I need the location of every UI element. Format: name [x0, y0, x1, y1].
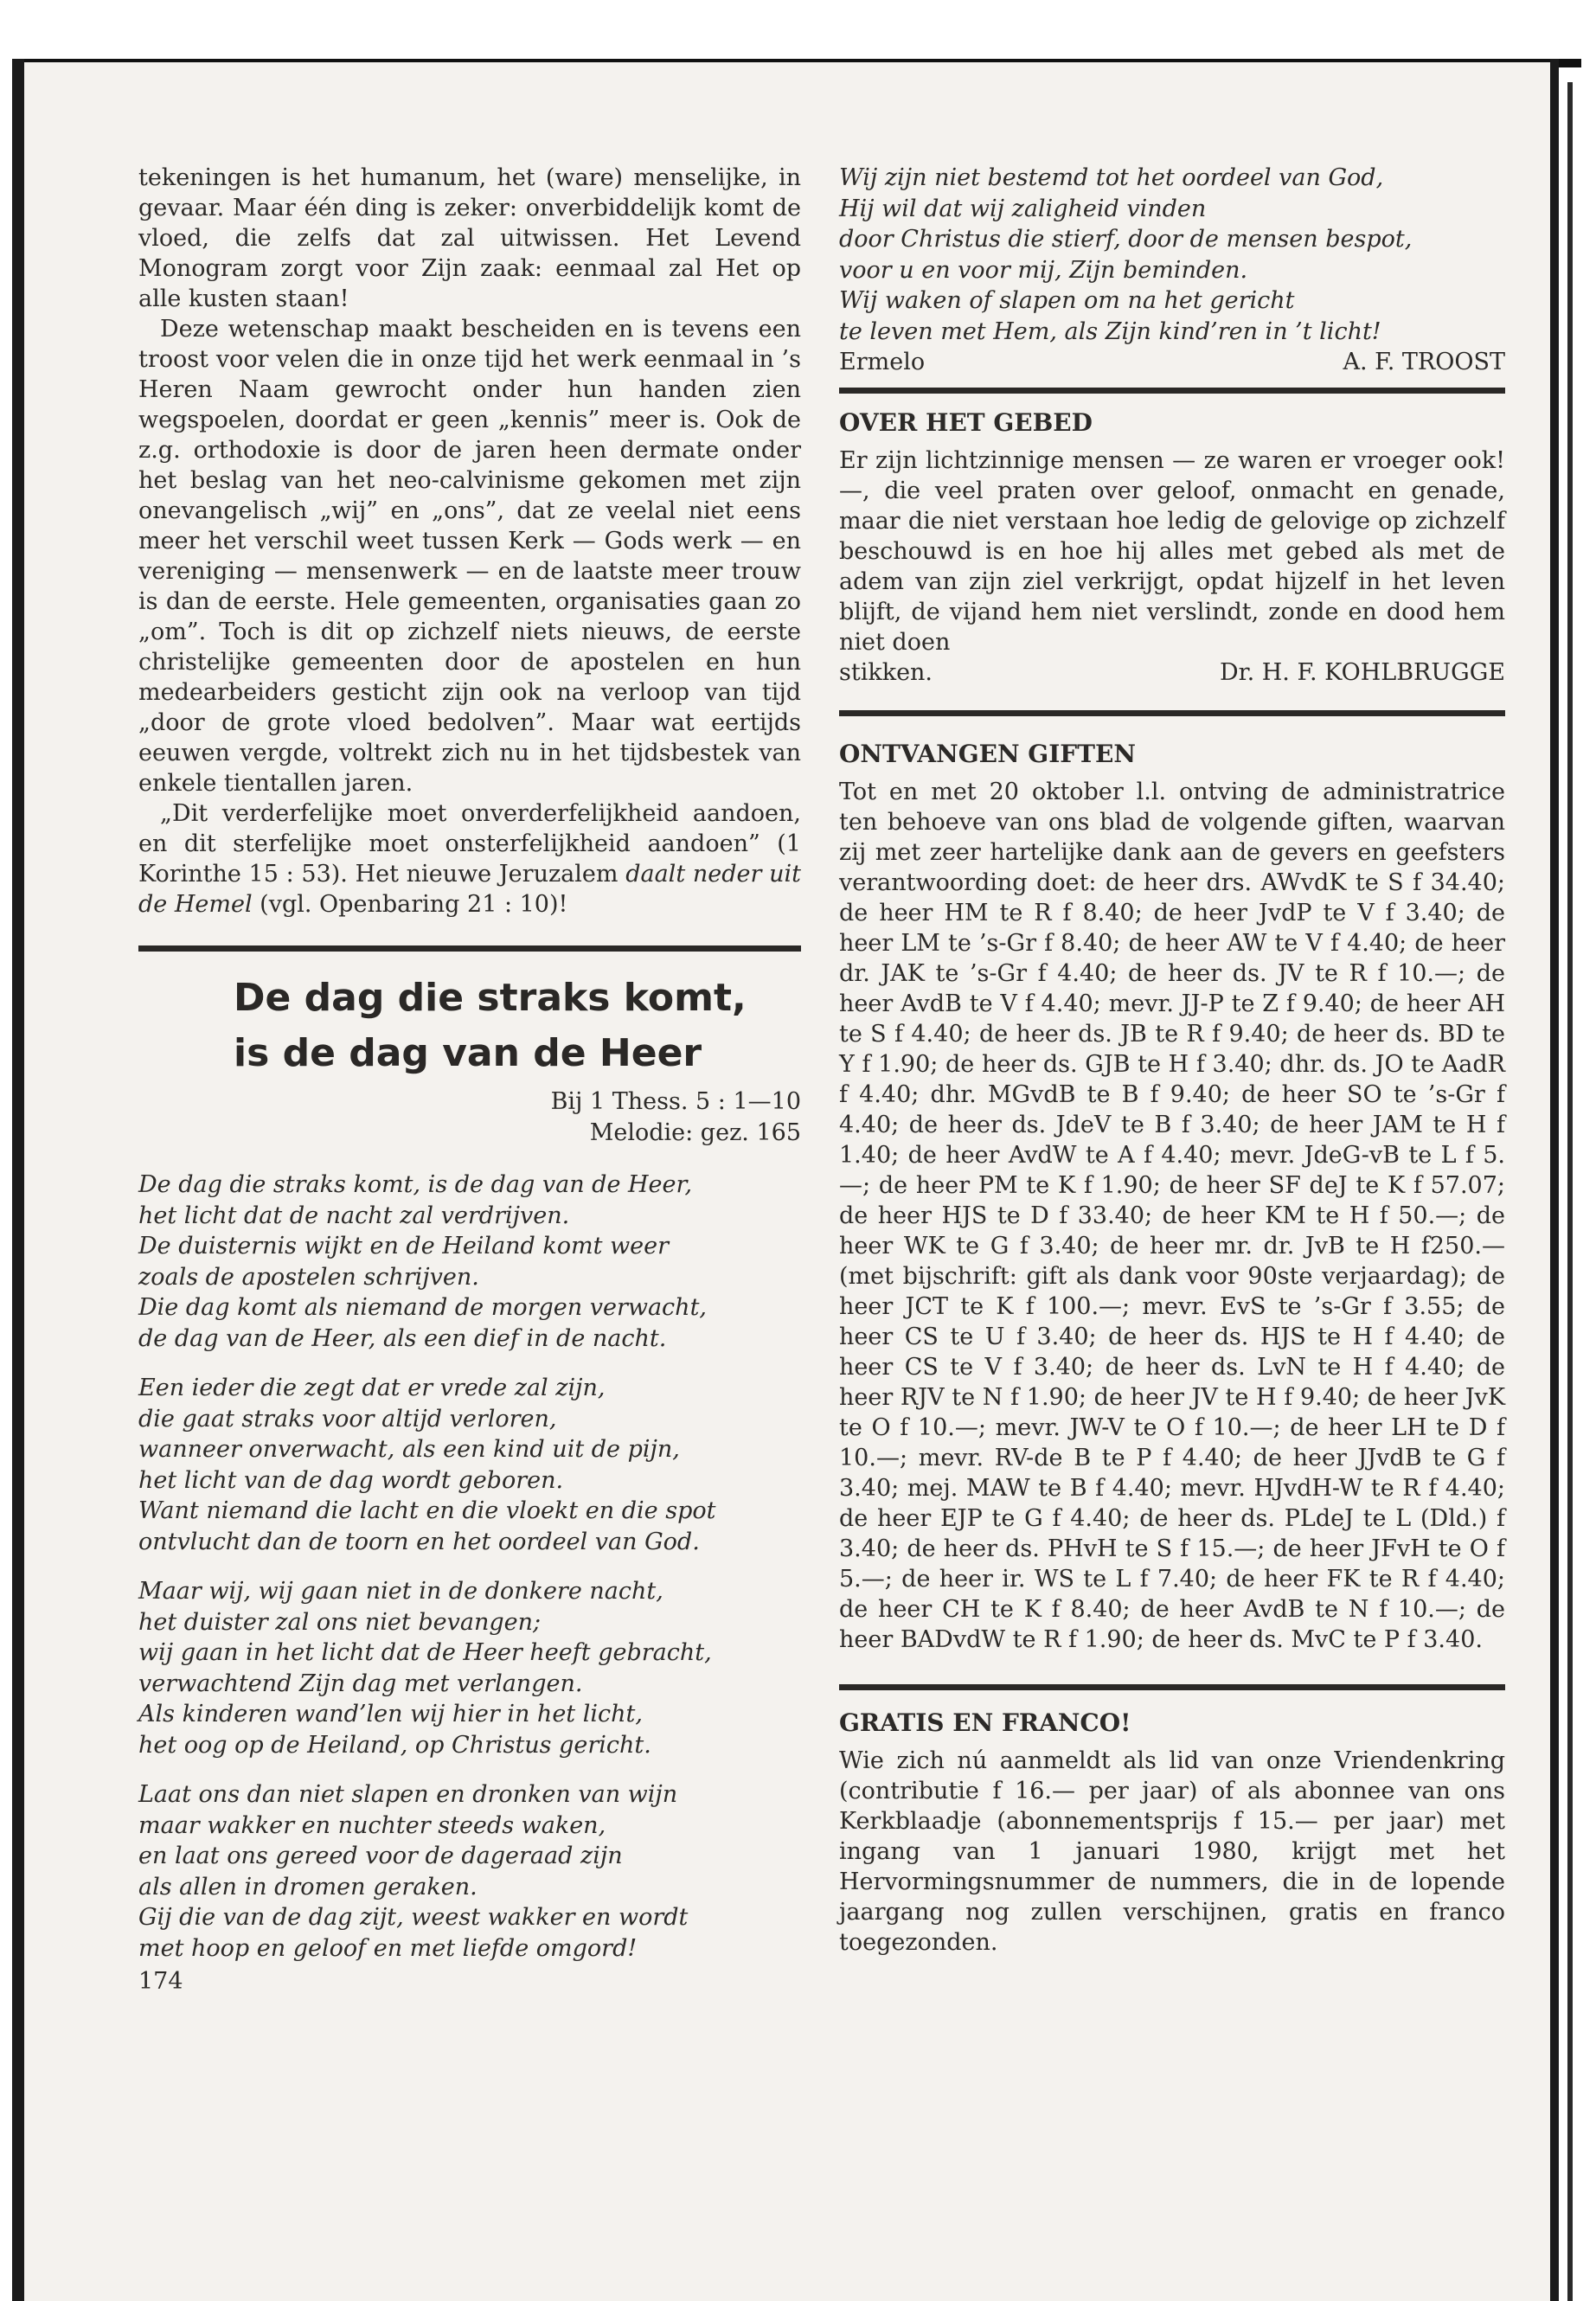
- poem-line: maar wakker en nuchter steeds waken,: [138, 1811, 606, 1839]
- left-paragraph-1: tekeningen is het humanum, het (ware) menselijke, in gevaar. Maar één ding is zeker: onverbiddelijk komt de vloed, die zelfs dat zal uitwissen. Het Levend Monogram zorgt voor Zijn zaak: eenmaal zal Het op alle kusten staan!: [138, 164, 801, 312]
- poem-line: voor u en voor mij, Zijn beminden.: [839, 256, 1248, 284]
- stanza-4: [138, 1779, 801, 1964]
- poem-line: door Christus die stierf, door de mensen bespot,: [839, 226, 1413, 253]
- gebed-signature: [839, 657, 1505, 688]
- poem-line: ontvlucht dan de toorn en het oordeel van God.: [138, 1528, 700, 1555]
- hymn-melody: Melodie: gez. 165: [589, 1119, 801, 1146]
- para3-text: „Dit verderfelijke moet onverderfelijkheid aandoen, en dit sterfelijke moet onsterfelijkheid aandoen” (1 Korinthe 15 : 53). Het nieuwe Jeruzalem: [138, 800, 801, 888]
- poem-line: Maar wij, wij gaan niet in de donkere nacht,: [138, 1578, 663, 1605]
- poem-line: wanneer onverwacht, als een kind uit de pijn,: [138, 1436, 680, 1463]
- stanza-2: [138, 1373, 801, 1557]
- hymn-block: [138, 971, 801, 1081]
- left-paragraph-2: Deze wetenschap maakt bescheiden en is tevens een troost voor velen die in onze tijd het werk eenmaal in ’s Heren Naam gewrocht onder hun handen zien wegspoelen, doordat er geen „kennis” meer is. Ook de z.g. orthodoxie is door de jaren heen dermate onder het beslag van het neo-calvinisme gekomen met zijn onevangelisch „wij” en „ons”, dat ze veelal niet eens meer het verschil weet tussen Kerk — Gods werk — en vereniging — mensenwerk — en de laatste meer trouw is dan de eerste. Hele gemeenten, organisaties gaan zo „om”. Toch is dit op zichzelf niets nieuws, de eerste christelijke gemeenten door de apostelen en hun medearbeiders gesticht zijn ook na verloop van tijd „door de grote vloed bedolven”. Maar wat eertijds eeuwen vergde, voltrekt zich nu in het tijdsbestek van enkele tientallen jaren.: [138, 316, 801, 797]
- poem-line: het duister zal ons niet bevangen;: [138, 1608, 542, 1636]
- gebed-text: Er zijn lichtzinnige mensen — ze waren er vroeger ook! —, die veel praten over geloof, onmacht en genade, maar die niet verstaan hoe ledig de gelovige op zichzelf beschouwd is en hoe hij alles met gebed als met de adem van zijn ziel verkrijgt, opdat hijzelf in het leven blijft, de vijand hem niet verslindt, zonde en dood hem niet doen: [839, 447, 1505, 656]
- scan-left-border: [12, 59, 24, 2301]
- poem-line: De duisternis wijkt en de Heiland komt weer: [138, 1233, 670, 1259]
- hymn-title-line-2: is de dag van de Heer: [234, 1031, 702, 1075]
- para3-text-end: (vgl. Openbaring 21 : 10)!: [252, 891, 568, 918]
- poem-line: wij gaan in het licht dat de Heer heeft gebracht,: [138, 1639, 712, 1666]
- gratis-heading: GRATIS EN FRANCO!: [839, 1708, 1131, 1737]
- poem-line: verwachtend Zijn dag met verlangen.: [138, 1670, 583, 1697]
- poem-line: Wij waken of slapen om na het gericht: [839, 287, 1295, 314]
- poem-line: zoals de apostelen schrijven.: [138, 1263, 479, 1291]
- page-number: 174: [138, 1968, 183, 1995]
- poem-line: de dag van de Heer, als een dief in de nacht.: [138, 1324, 667, 1352]
- poem-line: Gij die van de dag zijt, weest wakker en wordt: [138, 1904, 689, 1931]
- section-rule: [839, 710, 1505, 716]
- section-rule: [839, 388, 1505, 394]
- hymn-reference: Bij 1 Thess. 5 : 1—10: [550, 1088, 801, 1115]
- poem-author: A. F. TROOST: [1343, 349, 1505, 375]
- poem-line: met hoop en geloof en met liefde omgord!: [138, 1934, 638, 1962]
- stanza-1: [138, 1170, 801, 1354]
- poem-line: het licht dat de nacht zal verdrijven.: [138, 1202, 570, 1229]
- hymn-title-line-1: De dag die straks komt,: [234, 976, 747, 1020]
- right-column: [839, 163, 1505, 1958]
- poem-line: Een ieder die zegt dat er vrede zal zijn,: [138, 1375, 606, 1401]
- giften-text: Tot en met 20 oktober l.l. ontving de administratrice ten behoeve van ons blad de volgende giften, waarvan zij met zeer hartelijke dank aan de gevers en geefsters verantwoording doet: de heer drs. AWvdK te S f 34.40; de heer HM te R f 8.40; de heer JvdP te V f 3.40; de heer LM te ’s-Gr f 8.40; de heer AW te V f 4.40; de heer dr. JAK te ’s-Gr f 4.40; de heer ds. JV te R f 10.—; de heer AvdB te V f 4.40; mevr. JJ-P te Z f 9.40; de heer AH te S f 4.40; de heer ds. JB te R f 9.40; de heer ds. BD te Y f 1.90; de heer ds. GJB te H f 3.40; dhr. ds. JO te AadR f 4.40; dhr. MGvdB te B f 9.40; de heer SO te ’s-Gr f 4.40; de heer ds. JdeV te B f 3.40; de heer JAM te H f 1.40; de heer AvdW te A f 4.40; mevr. JdeG-vB te L f 5.—; de heer PM te K f 1.90; de heer SF deJ te K f 57.07; de heer HJS te D f 33.40; de heer KM te H f 50.—; de heer WK te G f 3.40; de heer mr. dr. JvB te H f250.— (met bijschrift: gift als dank voor 90ste verjaardag); de heer JCT te K f 100.—; mevr. EvS te ’s-Gr f 3.55; de heer CS te U f 3.40; de heer ds. HJS te H f 4.40; de heer CS te V f 3.40; de heer ds. LvN te H f 4.40; de heer RJV te N f 1.90; de heer JV te H f 9.40; de heer JvK te O f 10.—; mevr. JW-V te O f 10.—; de heer LH te D f 10.—; mevr. RV-de B te P f 4.40; de heer JJvdB te G f 3.40; mej. MAW te B f 4.40; mevr. HJvdH-W te R f 4.40; de heer EJP te G f 4.40; de heer ds. PLdeJ te L (Dld.) f 3.40; de heer ds. PHvH te S f 15.—; de heer JFvH te O f 5.—; de heer ir. WS te L f 7.40; de heer FK te R f 4.40; de heer CH te K f 8.40; de heer AvdB te N f 10.—; de heer BADvdW te R f 1.90; de heer ds. MvC te P f 3.40.: [839, 779, 1505, 1653]
- poem-line: te leven met Hem, als Zijn kind’ren in ’t licht!: [839, 317, 1381, 345]
- gebed-last-word: stikken.: [839, 659, 933, 686]
- para3-italic: daalt neder uit de Hemel: [138, 861, 801, 918]
- poem-line: het oog op de Heiland, op Christus gericht.: [138, 1731, 651, 1759]
- poem-line: Die dag komt als niemand de morgen verwacht,: [138, 1294, 708, 1321]
- giften-heading: ONTVANGEN GIFTEN: [839, 740, 1136, 768]
- section-rule: [839, 1684, 1505, 1690]
- scan-right-border: [1550, 59, 1559, 2301]
- left-column: [138, 163, 801, 1997]
- gebed-author: Dr. H. F. KOHLBRUGGE: [1220, 659, 1505, 686]
- left-paragraph-3: [138, 798, 801, 920]
- poem-line: Laat ons dan niet slapen en dronken van wijn: [138, 1781, 678, 1808]
- poem-line: Hij wil dat wij zaligheid vinden: [839, 195, 1207, 222]
- poem-line: als allen in dromen geraken.: [138, 1873, 478, 1900]
- section-rule: [138, 945, 801, 952]
- poem-line: en laat ons gereed voor de dageraad zijn: [138, 1843, 623, 1869]
- gratis-text: Wie zich nú aanmeldt als lid van onze Vriendenkring (contributie f 16.— per jaar) of als abonnee van ons Kerkblaadje (abonnementsprijs f 15.— per jaar) met ingang van 1 januari 1980, krijgt met het Hervormingsnummer de nummers, die in de lopende jaargang nog zullen verschijnen, gratis en franco toegezonden.: [839, 1747, 1505, 1956]
- stanza-5: [839, 163, 1505, 347]
- poem-line: Wij zijn niet bestemd tot het oordeel van God,: [839, 164, 1384, 191]
- scan-right-edge: [1567, 82, 1573, 2301]
- poem-line: het licht van de dag wordt geboren.: [138, 1466, 564, 1494]
- poem-line: Want niemand die lacht en die vloekt en die spot: [138, 1497, 716, 1524]
- poem-line: De dag die straks komt, is de dag van de Heer,: [138, 1171, 693, 1198]
- poem-place: Ermelo: [839, 349, 926, 375]
- poem-line: Als kinderen wand’len wij hier in het licht,: [138, 1701, 643, 1727]
- poem-line: die gaat straks voor altijd verloren,: [138, 1405, 557, 1433]
- gebed-heading: OVER HET GEBED: [839, 408, 1093, 437]
- stanza-3: [138, 1576, 801, 1760]
- poem-signature: [839, 347, 1505, 377]
